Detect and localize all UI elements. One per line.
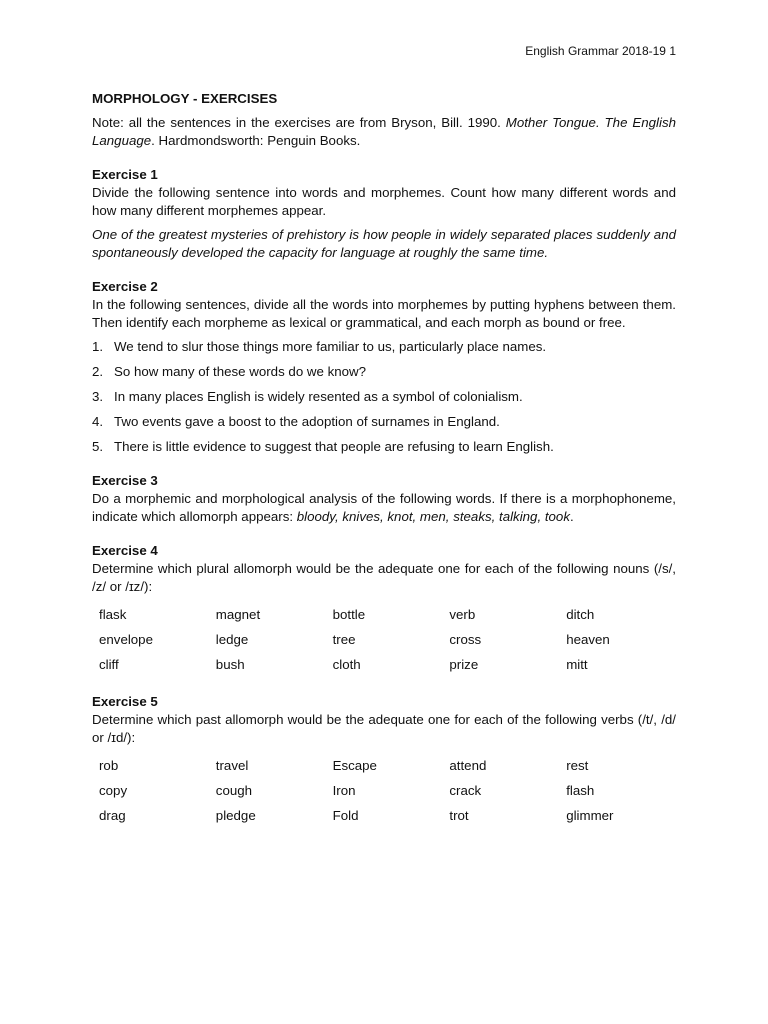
page-header: English Grammar 2018-19 1 bbox=[525, 44, 676, 58]
exercise-4-heading: Exercise 4 bbox=[92, 543, 158, 558]
word-row bbox=[92, 652, 676, 677]
word-cell: flash bbox=[566, 782, 595, 798]
word-cell: rest bbox=[566, 757, 589, 773]
word-cell: drag bbox=[99, 807, 126, 823]
list-item-text: We tend to slur those things more familiar to us, particularly place names. bbox=[114, 339, 547, 354]
list-item-number: 2. bbox=[92, 364, 104, 379]
word-cell: ditch bbox=[566, 606, 595, 622]
exercise-4-instruction: Determine which plural allomorph would be the adequate one for each of the following nouns (/s/, /z/ or /ɪz/): bbox=[92, 561, 676, 594]
exercise-2-heading: Exercise 2 bbox=[92, 279, 158, 294]
word-cell: envelope bbox=[99, 631, 153, 647]
word-cell: pledge bbox=[215, 807, 256, 823]
word-cell: mitt bbox=[566, 656, 588, 672]
word-cell: tree bbox=[332, 631, 356, 647]
word-cell: cough bbox=[215, 782, 253, 798]
word-cell: cross bbox=[449, 631, 482, 647]
list-item-number: 4. bbox=[92, 414, 104, 429]
word-cell: ledge bbox=[215, 631, 249, 647]
word-cell: verb bbox=[449, 606, 476, 622]
word-cell: flask bbox=[99, 606, 127, 622]
word-cell: cliff bbox=[99, 656, 119, 672]
exercise-4-word-grid bbox=[92, 602, 676, 677]
list-item bbox=[92, 438, 676, 456]
exercise-1 bbox=[92, 166, 676, 262]
exercise-5 bbox=[92, 693, 676, 828]
list-item bbox=[92, 388, 676, 406]
exercise-3-text: Do a morphemic and morphological analysis of the following words. If there is a morphophoneme, indicate which allomorph appears: bbox=[92, 491, 676, 524]
list-item-text: Two events gave a boost to the adoption of surnames in England. bbox=[114, 414, 500, 429]
exercise-3-heading: Exercise 3 bbox=[92, 473, 158, 488]
exercise-3-instruction bbox=[92, 490, 676, 526]
exercise-3-words: bloody, knives, knot, men, steaks, talking, took bbox=[296, 509, 570, 524]
list-item-text: So how many of these words do we know? bbox=[114, 364, 367, 379]
word-cell: travel bbox=[215, 757, 249, 773]
word-cell: trot bbox=[449, 807, 469, 823]
word-cell: rob bbox=[99, 757, 119, 773]
word-cell: Escape bbox=[332, 757, 377, 773]
word-row bbox=[92, 803, 676, 828]
exercise-1-instruction: Divide the following sentence into words and morphemes. Count how many different words and how many different morphemes appear. bbox=[92, 185, 676, 218]
list-item bbox=[92, 363, 676, 381]
word-cell: heaven bbox=[566, 631, 610, 647]
list-item bbox=[92, 338, 676, 356]
page-title: MORPHOLOGY - EXERCISES bbox=[92, 91, 278, 106]
word-cell: copy bbox=[99, 782, 128, 798]
exercise-3-end: . bbox=[569, 509, 574, 524]
exercise-5-heading: Exercise 5 bbox=[92, 694, 158, 709]
exercise-1-sentence: One of the greatest mysteries of prehistory is how people in widely separated places suddenly and spontaneously developed the capacity for language at roughly the same time. bbox=[92, 227, 676, 260]
word-cell: bush bbox=[215, 656, 245, 672]
note-prefix: Note: all the sentences in the exercises are from Bryson, Bill. 1990. bbox=[92, 115, 506, 130]
word-cell: Iron bbox=[332, 782, 356, 798]
exercise-3 bbox=[92, 472, 676, 526]
word-cell: crack bbox=[449, 782, 482, 798]
list-item-text: In many places English is widely resented as a symbol of colonialism. bbox=[114, 389, 523, 404]
list-item-number: 1. bbox=[92, 339, 104, 354]
note-book-title: Mother Tongue. The English Language bbox=[92, 115, 676, 148]
exercise-4 bbox=[92, 542, 676, 677]
exercise-5-instruction: Determine which past allomorph would be the adequate one for each of the following verbs (/t/, /d/ or /ɪd/): bbox=[92, 712, 676, 745]
exercise-2-list bbox=[92, 338, 676, 456]
word-cell: prize bbox=[449, 656, 479, 672]
word-cell: glimmer bbox=[566, 807, 614, 823]
list-item-number: 3. bbox=[92, 389, 104, 404]
source-note bbox=[92, 114, 676, 150]
word-row bbox=[92, 627, 676, 652]
word-cell: Fold bbox=[332, 807, 359, 823]
word-row bbox=[92, 602, 676, 627]
exercise-5-word-grid bbox=[92, 753, 676, 828]
word-cell: attend bbox=[449, 757, 487, 773]
word-cell: magnet bbox=[215, 606, 261, 622]
word-cell: cloth bbox=[332, 656, 361, 672]
exercise-2 bbox=[92, 278, 676, 456]
list-item-text: There is little evidence to suggest that people are refusing to learn English. bbox=[114, 439, 554, 454]
exercise-1-heading: Exercise 1 bbox=[92, 167, 158, 182]
exercise-2-instruction: In the following sentences, divide all the words into morphemes by putting hyphens between them. Then identify each morpheme as lexical or grammatical, and each morph as bound or free. bbox=[92, 297, 676, 330]
list-item bbox=[92, 413, 676, 431]
word-row bbox=[92, 778, 676, 803]
word-cell: bottle bbox=[332, 606, 366, 622]
note-suffix: . Hardmondsworth: Penguin Books. bbox=[151, 133, 361, 148]
word-row bbox=[92, 753, 676, 778]
list-item-number: 5. bbox=[92, 439, 104, 454]
